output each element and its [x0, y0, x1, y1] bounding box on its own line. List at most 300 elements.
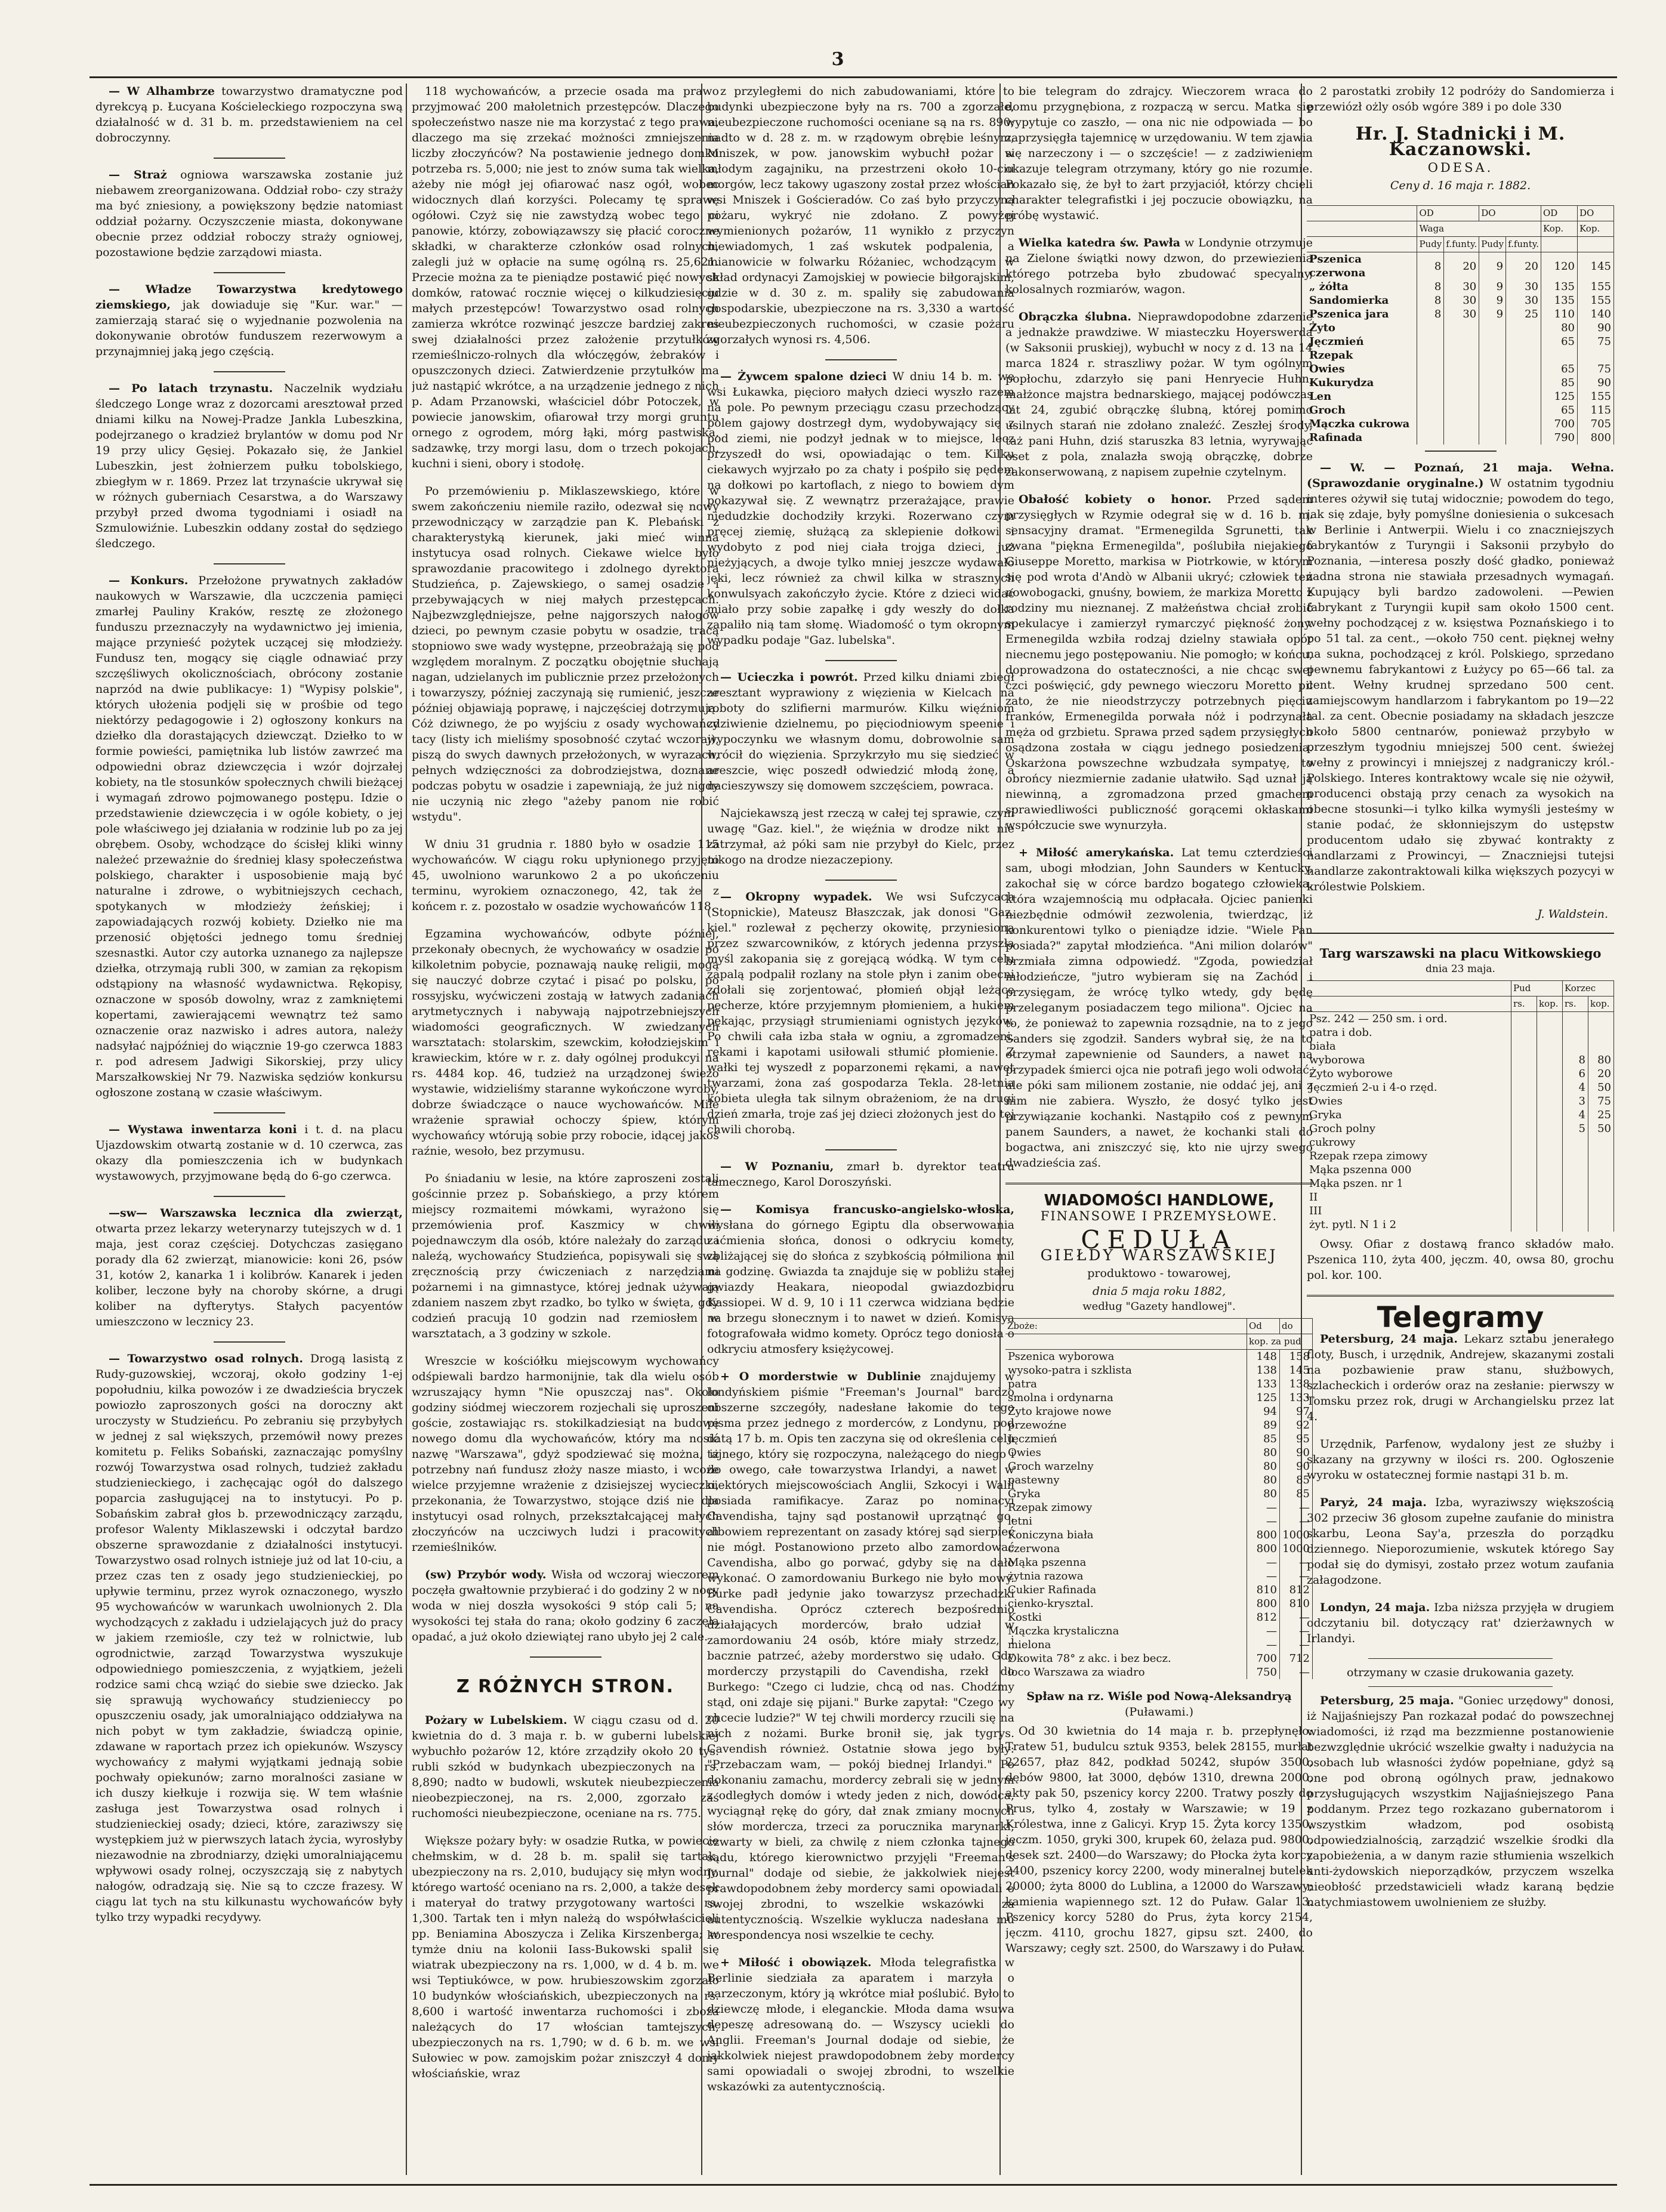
- table-row: [1005, 1363, 1313, 1377]
- table-row: [1307, 1204, 1614, 1218]
- price-cell: [1588, 1012, 1614, 1026]
- price-cell: 8: [1417, 280, 1444, 294]
- price-cell: 20: [1588, 1067, 1614, 1081]
- commodity-name: Cukier Rafinada: [1005, 1583, 1247, 1597]
- price-cell: 705: [1578, 417, 1614, 431]
- commodity-name: Len: [1307, 390, 1417, 403]
- column-header-do: DO: [1479, 206, 1541, 221]
- table-row: [1307, 307, 1614, 321]
- article: Najciekawszą jest rzeczą w całej tej sprawie, czyni uwagę "Gaz. kiel.", że więźnia w drodze nikt nie zatrzymał, aż póki sam nie przybył do Kielc, przez nikogo na drodze niezaczepiony.: [707, 807, 1014, 866]
- commodity-name: wysoko-patra i szklista: [1005, 1363, 1247, 1377]
- price-from: 750: [1247, 1665, 1280, 1679]
- price-to: 812: [1280, 1583, 1313, 1597]
- price-cell: [1506, 390, 1541, 403]
- article: — W Alhambrze towarzystwo dramatyczne pod dyrekcyą p. Łucyana Kościeleckiego rozpoczyna swą działalność w d. 31 b. m. przedstawieniem na cel dobroczynny.: [95, 85, 403, 144]
- price-cell: 5: [1563, 1122, 1588, 1136]
- price-from: 810: [1247, 1583, 1280, 1597]
- odessa-price-table: [1307, 205, 1614, 445]
- price-cell: [1563, 1163, 1588, 1177]
- table-row: [1005, 1665, 1313, 1679]
- article: — W Poznaniu, zmarł b. dyrektor teatru tamecznego, Karol Doroszyński.: [707, 1160, 1014, 1189]
- column-header-blank: [1307, 237, 1417, 252]
- price-cell: [1444, 362, 1479, 376]
- table-row: [1307, 1108, 1614, 1122]
- article-separator: [214, 272, 285, 273]
- column-header-pudy: Pudy: [1417, 237, 1444, 252]
- commodity-name: „ żółta: [1307, 280, 1417, 294]
- column-header-kop-2: Kop.: [1578, 221, 1614, 237]
- price-cell: [1588, 1039, 1614, 1053]
- price-cell: 30: [1506, 294, 1541, 307]
- price-cell: 8: [1417, 252, 1444, 280]
- price-cell: 155: [1578, 390, 1614, 403]
- column-header-from: Od: [1247, 1319, 1280, 1334]
- price-cell: 90: [1578, 321, 1614, 335]
- price-cell: 75: [1578, 362, 1614, 376]
- price-cell: [1578, 348, 1614, 362]
- price-cell: [1537, 1053, 1563, 1067]
- price-cell: 135: [1541, 280, 1578, 294]
- commodity-name: III: [1307, 1204, 1511, 1218]
- commodity-name: Mączka krystaliczna: [1005, 1624, 1247, 1638]
- table-row: [1307, 362, 1614, 376]
- price-cell: 155: [1578, 280, 1614, 294]
- price-cell: 110: [1541, 307, 1578, 321]
- price-cell: [1506, 321, 1541, 335]
- price-cell: 155: [1578, 294, 1614, 307]
- article: Pożary w Lubelskiem. W ciągu czasu od d. 20 kwietnia do d. 3 maja r. b. w guberni lubelskiej wybuchło pożarów 12, które zrządziły około 20 tys. rubli szkód w budynkach ubezpieczonych na rs. 8,890; nadto w budowli, wskutek nieubezpieczenia nieobezpieczonej, na rs. 2,000, zgorzało zaś ruchomości nieubezpieczone, oceniane na rs. 775.: [412, 1714, 719, 1820]
- price-cell: [1563, 1026, 1588, 1039]
- article: Obałość kobiety o honor. Przed sądem przysięgłych w Rzymie odegrał się w d. 16 b. m. sensacyjny dramat. "Ermenegilda Sgrunetti, tak zwana "piękna Ermenegilda", poślubiła niejakiego Giuseppe Moretto, markisa w Piotrkowie, w którym się pod wrota d'Andò w Albanii ukryć; człowiek ten nowobogacki, gnuśny, bowiem, że markiza Moretto z rodziny mu nieznanej. Z małżeństwa chciał zrobić spekulacye i zamierzył rymarczyć piękność żony. Ermenegilda wzbiła rodzaj dzielny stawiała opór niecnemu jego postępowaniu. Nie pomogło; w końcu, doprowadzona do ostateczności, a nie chcąc swej czci poświęcić, gdy pewnego wieczoru Moretto pil zato, że nie nieodstrzyczy potrzebnych pięciu franków, Ermenegilda porwała nóż i podrzynała męża od grzbietu. Sprawa przed sądem przysięgłych osądzona została w ciągu jednego posiedzenia. Oskarżona powszechne wzbudzała sympatyę, to obrońcy niezmiernie zadanie ułatwiło. Sąd uznał ją niewinną, a zgromadzona przed gmachem sprawiedliwości publiczność gorącemi okłaskami współczucie swe wynurzyła.: [1005, 493, 1313, 832]
- price-cell: [1511, 1081, 1537, 1094]
- commodity-name: czerwona: [1005, 1542, 1247, 1556]
- price-to: —: [1280, 1514, 1313, 1528]
- price-cell: 9: [1479, 294, 1506, 307]
- article: —sw— Warszawska lecznica dla zwierząt, otwarta przez lekarzy weterynarzy tutejszych w d. 1 maja, jest coraz częściej. Dotychczas zasięgano porady dla 62 zwierząt, mianowicie: koni 26, psów 31, kotów 2, kanarka 1 i kolibrów. Kanarek i jeden koliber, leczone były na choroby skórne, a drugi koliber na dyfterytys. Stałych pacyentów umieszczono w lecznicy 23.: [95, 1207, 403, 1328]
- bottom-rule: [90, 2184, 1617, 2186]
- price-to: 158: [1280, 1350, 1313, 1364]
- price-cell: [1479, 403, 1506, 417]
- table-row: [1005, 1501, 1313, 1514]
- column-4: [1005, 84, 1313, 2175]
- price-from: 80: [1247, 1446, 1280, 1460]
- price-cell: [1506, 403, 1541, 417]
- price-cell: [1479, 335, 1506, 348]
- price-cell: [1444, 321, 1479, 335]
- price-to: 138: [1280, 1377, 1313, 1391]
- commodity-name: Rafinada: [1307, 431, 1417, 445]
- commodity-name: cienko-krysztal.: [1005, 1597, 1247, 1611]
- price-from: 800: [1247, 1597, 1280, 1611]
- price-from: 80: [1247, 1487, 1280, 1501]
- column-header-blank: [1307, 221, 1417, 237]
- price-cell: [1537, 1081, 1563, 1094]
- commodity-name: Psz. 242 — 250 sm. i ord.: [1307, 1012, 1511, 1026]
- article: — Władze Towarzystwa kredytowego ziemskiego, jak dowiaduje się "Kur. war." — zamierzają starać się o wyjednanie pozwolenia na dokonywanie obrotów funduszem rezerwowym a przynajmniej jaką jego częścią.: [95, 283, 403, 358]
- commodity-name: patra i dob.: [1307, 1026, 1511, 1039]
- price-from: 80: [1247, 1473, 1280, 1487]
- article: — Komisya francusko-angielsko-włoska, wysłana do górnego Egiptu dla obserwowania zaćmienia słońca, donosi o odkryciu komety, zbliżającej się do słońca z szybkością półmiliona mil na godzinę. Gwiazda ta znajduje się w pobliżu stałej gwiazdy Heakara, nieopodal gwiazdozbioru Kassiopei. W d. 9, 10 i 11 czerwca widziana będzie na brzegu słonecznym i to nawet w dzień. Komisya fotografowała widmo komety. Oprócz tego doniosła o odkryciu atmosfery księżycowej.: [707, 1203, 1014, 1356]
- article: Większe pożary były: w osadzie Rutka, w powiecie chełmskim, w d. 28 b. m. spalił się tartak, ubezpieczony na rs. 2,010, budujący się młyn wodny, którego wartość oceniano na rs. 2,000, a także desek i materyał do tratwy przygotowany wartości rs. 1,300. Tartak ten i młyn należą do współwłaścicieli pp. Beniamina Aboszycza i Zelika Kirszenberga; w tymże dniu na kolonii Iass-Bukowski spalił się wiatrak ubezpieczony na rs. 1,000, w d. 4 b. m. we wsi Teptiukówce, w pow. hrubieszowskim zgorzało 10 budynków włościańskich, ubezpieczonych na rs. 8,600 i wartość inwentarza ruchomości i zboża należących do 17 włościan tamtejszych, ubezpieczonych na rs. 1,790; w d. 6 b. m. we wsi Sułowiec w pow. zamojskim pożar zniszczył 4 domy włościańskie, wraz: [412, 1834, 719, 2080]
- price-cell: 25: [1588, 1108, 1614, 1122]
- price-cell: [1511, 1218, 1537, 1232]
- article-separator: [214, 563, 285, 564]
- column-header-od: OD: [1417, 206, 1479, 221]
- article: Egzamina wychowańców, odbyte później, przekonały obecnych, że wychowańcy w osadzie po kilkoletnim pobycie, poznawają naukę religii, mogą się nauczyć dobrze czytać i pisać po polsku, po rossyjsku, wyćwiczeni zostają w łatwych zadaniach arytmetycznych i nabywają najpotrzebniejszych wiadomości geograficznych. W zwiedzanych warsztatach: stolarskim, szewckim, kołodziejskim i krawieckim, które w r. z. dały ogólnej produkcyi na rs. 4484 kop. 46, tudzież na urządzonej świeżo wystawie, widzieliśmy staranne wykończone wyroby, dobrze świadczące o nauce wychowańców. Miłe wrażenie sprawiał ochoczy śpiew, którym wychowańcy wtórują sobie przy robocie, idącej jakoś raźnie, wesoło, bez przymusu.: [412, 927, 719, 1158]
- price-to: —: [1280, 1501, 1313, 1514]
- article: Wielka katedra św. Pawła w Londynie otrzymuje na Zielone świątki nowy dzwon, do przewiezienia którego potrzeba było zbudować specyalny, kolosalnych rozmiarów, wagon.: [1005, 236, 1313, 296]
- price-cell: [1588, 1163, 1614, 1177]
- price-to: 92: [1280, 1418, 1313, 1432]
- price-cell: [1563, 1012, 1588, 1026]
- commodity-name: Gryka: [1005, 1487, 1247, 1501]
- table-row: [1307, 1081, 1614, 1094]
- price-cell: [1479, 390, 1506, 403]
- article: bie telegram do zdrajcy. Wieczorem wraca do domu przygnębiona, z rozpaczą w sercu. Matka się wypytuje co zaszło, — ona nic nie odpowiada — bo zaprzysięgła tajemnicę w urzędowaniu. W tem zjawia się narzeczony i — o szczęście! — z zadziwieniem okazuje telegram otrzymany, który go nie rozumie. Pokazało się, że był to żart przyjaciół, którzy chcieli charakter telegrafistki i jej poczucie obowiązku, na próbę wystawić.: [1005, 85, 1313, 222]
- price-cell: [1511, 1012, 1537, 1026]
- price-cell: [1588, 1190, 1614, 1204]
- price-cell: 125: [1541, 390, 1578, 403]
- price-cell: [1444, 376, 1479, 390]
- price-cell: [1444, 335, 1479, 348]
- price-cell: [1537, 1122, 1563, 1136]
- commodity-name: przewoźne: [1005, 1418, 1247, 1432]
- commodity-name: loco Warszawa za wiadro: [1005, 1665, 1247, 1679]
- table-row: [1307, 335, 1614, 348]
- price-cell: 30: [1506, 280, 1541, 294]
- price-cell: [1511, 1136, 1537, 1149]
- price-cell: 135: [1541, 294, 1578, 307]
- price-cell: 65: [1541, 362, 1578, 376]
- odessa-table-body: [1307, 252, 1614, 445]
- price-cell: 75: [1578, 335, 1614, 348]
- price-from: 800: [1247, 1528, 1280, 1542]
- price-from: 138: [1247, 1363, 1280, 1377]
- table-header-row: [1307, 981, 1614, 997]
- column-header-waga: Waga: [1417, 221, 1541, 237]
- price-cell: [1417, 403, 1444, 417]
- table-row: [1005, 1487, 1313, 1501]
- price-cell: 140: [1578, 307, 1614, 321]
- price-cell: [1479, 362, 1506, 376]
- commodity-name: II: [1307, 1190, 1511, 1204]
- section-rule: [1005, 1183, 1313, 1184]
- article: — Straż ogniowa warszawska zostanie już niebawem zreorganizowana. Oddział robo- czy straży ma być zniesiony, a powiększony będzie natomiast oddział pożarny. Oczyszczenie miasta, dokonywane obecnie przez oddział roboczy straży ogniowej, pozostawione będzie zarządowi miasta.: [95, 168, 403, 259]
- article: + O morderstwie w Dublinie znajdujemy w londyńskiem piśmie "Freeman's Journal" bardzo obszerne szczegóły, nadesłane łakomie do tego pisma przez jednego z morderców, z Londynu, pod datą 17 b. m. Opis ten zaczyna się od określenia celu tajnego, który się rozpoczyna, należącego do niego i do owego, całe towarzystwa Irlandyi, a nawet w niektórych miejscowościach Anglii, Szkocyi i Walii posiada ramifikacye. Zaraz po nominacyi Cavendisha, tajny sąd postanowił uprzątnąć go, albowiem reprezentant on zasady której sąd sierpieć nie mógł. Postanowiono przeto albo zamordować Cavendisha, albo go porwać, gdyby się na dało wykonać. O zamordowaniu Burkego nie było mowy. Burke padł jedynie jako towarzysz przechadzki Cavendisha. Oprócz czterech bezpośrednio działających morderców, brało udział w zamordowaniu 24 osób, które miały strzedz, i bacznie patrzeć, ażeby morderstwo się udało. Gdy morderczy przystąpili do Cavendisha, rzekł do Burkego: "Czego ci ludzie, chcą od nas. Chodźmy stąd, oni zdaje się pijani." Burke zapytał: "Czego wy chcecie ludzie?" W tej chwili mordercy rzucili się na nich z nożami. Burke bronił się, jak tygrys. Cavendish również. Ostatnie słowa jego były: "Przebaczam wam, — pokój biednej Irlandyi." Po dokonaniu zamachu, mordercy zebrali się w jednym z odległych domów i wtedy jeden z nich, dowódca, wyciągnął rękę do góry, dał znak zmiany mocnych słów mordercza, trzeci za porucznika marynarki, czwarty w bieli, za chwilę z niem członka tajnego sądu, którego kierownictwo przyjęli "Freeman's Journal" dodaje od siebie, że jakkolwiek niejest prawdopodobnem żeby mordercy sami opowiadali o swojej zbrodni, to wszelkie wskazówki za autentycznością. Wszelkie wyklucza nadesłana mu korespondencya nosi wszelkie te cechy.: [707, 1370, 1014, 1942]
- commodity-name: Jęczmień: [1005, 1432, 1247, 1446]
- table-row: [1307, 1012, 1614, 1026]
- commodity-name: Żyto wyborowe: [1307, 1067, 1511, 1081]
- price-cell: 80: [1588, 1053, 1614, 1067]
- price-cell: [1537, 1190, 1563, 1204]
- table-header-row: [1307, 206, 1614, 221]
- article: W dniu 31 grudnia r. 1880 było w osadzie 115 wychowańców. W ciągu roku upłynionego przyjęto 45, uwolniono warunkowo 2 a po ukończeniu terminu, wyrokiem oznaczonego, 42, tak że z końcem r. z. pozostało w osadzie wychowańców 118.: [412, 838, 719, 913]
- column-header-to: do: [1280, 1319, 1313, 1334]
- article: + Miłość amerykańska. Lat temu czterdzieści sam, ubogi młodzian, John Saunders w Kentucky, zakochał się w córce bardzo bogatego człowieka, która wzajemnością mu odpłacała. Ojciec panienki niezbędnie odmówił zezwolenia, twierdząc, iż konkurentowi tylko o pieniądze idzie. "Wiele Pan posiada?" zapytał młodzieńca. "Ani milion dolarów" brzmiała zimna odpowiedź. "Zgoda, powiedział młodzieńcze, "jutro wybieram się na Zachód i przysięgam, że wrócę tylko wtedy, gdy będę przeleganym posiadaczem tego miliona". Ojciec na to, że ponieważ to zapewnia rozsądnie, na to z jego Sanders się zgodził. Sanders wybrał się, że na to otrzymał zapewnienie od Saunders, a nawet na przypadek śmierci ojca nie potrafi jego woli odwołać, ale póki sam milionem zostanie, nie oddać jej, ani z nim nie zabiera. Wyszło, że dosyć tylko jest przywiązanie kochanki. Nastąpiło coś z pewnym panem Saunders, a nawet, że kochanki stali do bogactwa, ani zniszczyć się, kto nie ujrzy swego dwadzieścia zaś.: [1005, 846, 1313, 1170]
- table-row: [1307, 1026, 1614, 1039]
- price-cell: 85: [1541, 376, 1578, 390]
- price-to: —: [1280, 1611, 1313, 1624]
- top-rule: [90, 76, 1617, 78]
- price-cell: 30: [1444, 280, 1479, 294]
- table-row: [1307, 321, 1614, 335]
- price-cell: [1506, 431, 1541, 445]
- article: Obrączka ślubna. Nieprawdopodobne zdarzenie a jednakże prawdziwe. W miasteczku Hoyerswerda (w Saksonii pruskiej), wybuchł w nocy z d. 13 na 14 marca 1824 r. straszliwy pożar. W tym ogólnym popłochu, zdarzyło się pani Henryecie Huhn, małżonce majstra bednarskiego, mającej podówczas lat 24, zgubić obrączkę ślubną, której pomimo usilnych starań nie zdołano znaleźć. Zeszłej środy, taż pani Huhn, dziś staruszka 83 letnia, wyrywając oset z pola, znalazła swoją obrączkę, dobrze zakonserwowaną, z napisem zupełnie czytelnym.: [1005, 310, 1313, 479]
- table-row: [1307, 1190, 1614, 1204]
- price-from: 89: [1247, 1418, 1280, 1432]
- commodity-name: Koniczyna biała: [1005, 1528, 1247, 1542]
- price-cell: 6: [1563, 1067, 1588, 1081]
- table-row: [1005, 1638, 1313, 1652]
- commodity-name: Mączka cukrowa: [1307, 417, 1417, 431]
- price-cell: 8: [1417, 307, 1444, 321]
- price-to: 90: [1280, 1446, 1313, 1460]
- price-to: 1000: [1280, 1528, 1313, 1542]
- table-row: [1307, 1039, 1614, 1053]
- dealer-box: [1307, 124, 1614, 193]
- article-separator: [825, 359, 897, 360]
- price-cell: [1444, 403, 1479, 417]
- column-header-blank: [1578, 237, 1614, 252]
- price-cell: [1417, 431, 1444, 445]
- price-cell: [1537, 1218, 1563, 1232]
- price-cell: [1563, 1177, 1588, 1190]
- telegram: Londyn, 24 maja. Izba niższa przyjęła w drugiem odczytaniu bil. dotyczący rat' dzierżawnych w Irlandyi.: [1307, 1601, 1614, 1645]
- price-cell: [1511, 1053, 1537, 1067]
- price-from: 812: [1247, 1611, 1280, 1624]
- price-cell: [1541, 348, 1578, 362]
- commodity-name: Żyto krajowe nowe: [1005, 1405, 1247, 1418]
- article-separator: [1368, 1686, 1553, 1687]
- article-separator: [214, 1341, 285, 1343]
- table-row: [1307, 390, 1614, 403]
- price-cell: [1537, 1108, 1563, 1122]
- column-header-blank: [1307, 206, 1417, 221]
- price-cell: [1417, 362, 1444, 376]
- price-cell: 50: [1588, 1122, 1614, 1136]
- price-cell: 4: [1563, 1081, 1588, 1094]
- price-from: 85: [1247, 1432, 1280, 1446]
- column-header-kop-2: kop.: [1588, 997, 1614, 1012]
- price-cell: [1506, 362, 1541, 376]
- article: (sw) Przybór wody. Wisła od wczoraj wieczorem poczęła gwałtownie przybierać i do godziny 2 w nocy woda w niej doszła wysokości 9 stóp cali 5; na wysokości tej stała do rana; około godziny 6 zaczęła opadać, a już około dziewiątej rano ubyło jej 2 cale.: [412, 1568, 719, 1643]
- telegram: Petersburg, 25 maja. "Goniec urzędowy" donosi, iż Najjaśniejszy Pan rozkazał podać do powszechnej wiadomości, iż rząd ma bezzmienne postanowienie bezwzględnie ukrócić wszelkie gwałty i nadużycia na osobach lub własności żydów popełniane, gdyż są one pod obroną ogólnych praw, jednakowo przysługujących wszystkim Najjaśniejszego Pana poddanym. Przez tego rozkazano gubernatorom i wszystkim władzom, pod osobistą odpowiedzialnością, zarządzić wszelkie środki dla zapobieżenia, a w danym razie stłumienia wszelkich anti-żydowskich nieporządków, przyczem wszelka nieobłość przedstawicieli władz karaną będzie natychmiastowem uwolnieniem ze służby.: [1307, 1694, 1614, 1909]
- column-3: [707, 84, 1014, 2175]
- price-cell: [1506, 376, 1541, 390]
- price-cell: [1588, 1149, 1614, 1163]
- article-separator: [214, 1196, 285, 1197]
- price-from: —: [1247, 1501, 1280, 1514]
- article: — W. — Poznań, 21 maja. Wełna. (Sprawozdanie oryginalne.) W ostatnim tygodniu interes ożywił się tutaj widocznie; powodem do tego, jak się zdaje, były pomyślne doniesienia o sukcesach w Berlinie i Antwerpii. Wielu i co znaczniejszych fabrykantów z Turyngii i Saksonii przybyło do Poznania, —interesa poszły dość gładko, ponieważ żadna strona nie stawiała przesadnych wymagań. Kupujący byli bardzo zadowoleni. —Pewien fabrykant z Turyngii kupił sam około 1500 cent. wełny pochodzącej z w. księstwa Poznańskiego i to po 51 tal. za cent., —około 750 cent. pięknej wełny na sukna, pochodzącej z król. Polskiego, sprzedano pewnemu fabrykantowi z Łużycy po 65—66 tal. za cent. Wełny krudnej sprzedano 500 cent. zamiejscowym handlarzom i fabrykantom po 19—22 tal. za cent. Obecnie posiadamy na składach jeszcze około 5800 centnarów, ponieważ przybyło w przeszłym tygodniu mniejszej 500 cent. świeżej wełny z prowincyi i mniejszej z nadgraniczy król.-Polskiego. Interes kontraktowy wcale się nie ożywił, producenci obstają przy cenach za wysokich na obecne stosunki—i tylko kilka wymyśli jesteśmy w stanie podać, że skłonniejszym do ustępstw producentom udało się zbywać kontrakty z handlarzami z Prowincyi, — Znaczniejsi tutejsi handlarze zakontraktowali kilka większych pozycyi w królestwie Polskiem.: [1307, 461, 1614, 893]
- exchange-subheading: produktowo - towarowej,: [1087, 1267, 1231, 1280]
- table-row: [1307, 1177, 1614, 1190]
- price-cell: 700: [1541, 417, 1578, 431]
- price-cell: 3: [1563, 1094, 1588, 1108]
- price-cell: [1537, 1163, 1563, 1177]
- article: Po przemówieniu p. Miklaszewskiego, które w swem zakończeniu niemile raziło, odezwał się nowy przewodniczący w zarządzie pan K. Plebański z charakterystyką kierunek, jaki mieć winna instytucya osad rolnych. Ciekawe wielce było sprawozdanie pracowitego i zdolnego dyrektora Studzieńca, p. Zajewskiego, o samej osadzie i przebywających w niej małych przestępcach. Najbezwzględniejsze, pełne najgorszych nałogów dzieci, po pewnym czasie pobytu w osadzie, tracą stopniowo swe wady występne, przeobrażają się pod względem moralnym. Z początku obojętnie słuchają nagan, udzielanych im publicznie przez przełożonych i towarzyszy, później zaczynają się rumienić, jeszcze później objawiają poprawę, i najczęściej dotrzymują. Cóż dziwnego, że po wyjściu z osady wychowańcy tacy (listy ich mieliśmy sposobność czytać wczoraj), piszą do swych dawnych przełożonych, w wyrazach, pełnych wdzięczności za dobrodziejstwa, doznane podczas pobytu w osadzie i zapewniają, że już nigdy nie uczynią nic złego "ażeby panom nie robić wstydu".: [412, 485, 719, 823]
- article: z przyległemi do nich zabudowaniami, które to budynki ubezpieczone były na rs. 700 a zgorzałe, nieubezpieczone ruchomości oceniane są na rs. 890; nadto w d. 28 z. m. w rządowym obrębie leśnym, Mniszek, w pow. janowskim wybuchł pożar w młodym zagajniku, na przestrzeni około 10-ciu morgów, lecz takowy ugaszony został przez włościan wsi Mniszek i Gościeradów. Co zaś było przyczyną pożaru, wykryć nie zdołano. Z powyżej wymienionych pożarów, 11 wynikło z przyczyn niewiadomych, 1 zaś wskutek podpalenia, a mianowicie w folwarku Różaniec, wchodzącym w skład ordynacyi Zamojskiej w powiecie biłgorajskim, gdzie w d. 30 z. m. spaliły się zabudowania gospodarskie, ubezpieczone na rs. 3,330 a wartość nieubezpieczonych ruchomości, w czasie pożaru zgorzałych wynosi rs. 4,506.: [707, 85, 1014, 346]
- telegram: Urzędnik, Parfenow, wydalony jest ze służby i skazany na grzywny w ilości rs. 200. Ogłoszenie wyroku w ostatecznej formie nastąpi 31 b. m.: [1307, 1437, 1614, 1482]
- article: — Okropny wypadek. We wsi Sufczycach (Stopnickie), Mateusz Błaszczak, jak donosi "Gaz. kiel." rozlewał z pęcherzy okowitę, przyniesioną przez szwarcowników, z których jedenna przyszła myśl zakopania się z gorejącą wódką. W tym celu zapalą podpalił rozlany na stole płyn i zanim obecni zdołali się zorjentować, płomień objął leżące pęcherze, które przyjemnym płomieniem, a hukiem pękając, przysiągł strumieniami ognistych języków. Po chwili cała izba stała w ogniu, a zgromadzeni, rękami i kapotami usiłowali stłumić płomienie. Z wałki tej wyszedł z poparzonemi rękami, a nawet twarzami, żona zaś gospodarza Tekla. 28-letnia kobieta uległa tak silnym obrażeniom, że na drugi dzień zmarła, troje zaś jej dzieci złożonych jest do tej chwili chorobą.: [707, 890, 1014, 1136]
- article-separator: [214, 1112, 285, 1113]
- commodity-name: Żyto: [1307, 321, 1417, 335]
- table-row: [1307, 280, 1614, 294]
- price-cell: 20: [1506, 252, 1541, 280]
- article: Wreszcie w kościółku miejscowym wychowańcy odśpiewali bardzo harmonijnie, tak dla wielu osób wzruszający hymn "Nie opuszczaj nas". Około godziny siódmej wieczorem rozjechali się uproszeni goście, zostawiając rs. stokilkadziesiąt na budowę nowego domu dla wychowańców, który ma nosić nazwę "Warszawa", gdyż spodziewać się można, iż potrzebny nań fundusz złoży nasze miasto, i wcoże wielce przyjemne wrażenie z dzisiejszej wycieczki, przekonania, że Towarzystwo, stojące dziś nie dla instytucyi osad rolnych, przekształcającej małych złoczyńców na uczciwych ludzi i pracowitych rzemieślników.: [412, 1355, 719, 1554]
- section-heading: Z RÓŻNYCH STRON.: [456, 1676, 675, 1697]
- commodity-name: mielona: [1005, 1638, 1247, 1652]
- dealer-name: Hr. J. Stadnicki i M. Kaczanowski.: [1355, 124, 1566, 160]
- price-cell: [1563, 1218, 1588, 1232]
- price-from: —: [1247, 1569, 1280, 1583]
- article: — Po latach trzynastu. Naczelnik wydziału śledczego Longe wraz z dozorcami aresztował przed dniami kilku na Nowej-Pradze Jankla Lubeszkina, podejrzanego o kradzież brylantów w domu pod Nr 19 przy ulicy Gęsiej. Pokazało się, że Jankiel Lubeszkin, jest żołnierzem pułku tobolskiego, zbiegłym w r. 1869. Przez lat trzynaście ukrywał się w różnych guberniach Cesarstwa, a do Warszawy przybył przed dwoma tygodniami i osiadł na Szmulowiźnie. Lubeszkin oddany został do sędziego śledczego.: [95, 382, 403, 550]
- price-cell: [1417, 348, 1444, 362]
- price-cell: [1537, 1039, 1563, 1053]
- commodity-name: Owies: [1307, 362, 1417, 376]
- table-row: [1005, 1473, 1313, 1487]
- price-cell: [1537, 1136, 1563, 1149]
- telegram: Paryż, 24 maja. Izba, wyraziwszy większością 302 przeciw 36 głosom zupełne zaufanie do ministra skarbu, Leona Say'a, przeszła do porządku dziennego. Nieporozumienie, wskutek którego Say podał się do dymisyi, zostało przez wotum zaufania załagodzone.: [1307, 1496, 1614, 1587]
- commodity-name: biała: [1307, 1039, 1511, 1053]
- price-to: 712: [1280, 1652, 1313, 1665]
- exchange-price-table: [1005, 1318, 1313, 1679]
- price-cell: [1563, 1190, 1588, 1204]
- commodity-name: cukrowy: [1307, 1136, 1511, 1149]
- table-row: [1307, 1136, 1614, 1149]
- price-from: 148: [1247, 1350, 1280, 1364]
- column-header-blank: [1307, 997, 1511, 1012]
- commodity-name: Okowita 78° z akc. i bez becz.: [1005, 1652, 1247, 1665]
- commercial-news-heading: WIADOMOŚCI HANDLOWE,: [1044, 1192, 1275, 1210]
- column-5: [1307, 84, 1614, 2175]
- commodity-name: letni: [1005, 1514, 1247, 1528]
- market-date: dnia 23 maja.: [1426, 963, 1495, 975]
- price-cell: 25: [1506, 307, 1541, 321]
- table-header-row: [1307, 221, 1614, 237]
- price-cell: [1506, 335, 1541, 348]
- grain-head: Zboże:: [1005, 1319, 1247, 1334]
- price-cell: [1511, 1177, 1537, 1190]
- table-row: [1005, 1350, 1313, 1364]
- table-row: [1005, 1377, 1313, 1391]
- price-cell: 145: [1578, 252, 1614, 280]
- price-cell: [1588, 1136, 1614, 1149]
- price-to: 97: [1280, 1405, 1313, 1418]
- commodity-name: żyt. pytl. N 1 i 2: [1307, 1218, 1511, 1232]
- price-to: 85: [1280, 1473, 1313, 1487]
- table-row: [1005, 1528, 1313, 1542]
- table-row: [1005, 1405, 1313, 1418]
- column-header-do-2: DO: [1578, 206, 1614, 221]
- price-to: —: [1280, 1556, 1313, 1569]
- article-separator: [214, 158, 285, 159]
- table-row: [1005, 1611, 1313, 1624]
- price-cell: 20: [1444, 252, 1479, 280]
- telegrams-heading: Telegramy: [1377, 1301, 1544, 1334]
- market-price-table: [1307, 980, 1614, 1232]
- price-to: 133: [1280, 1391, 1313, 1405]
- price-cell: 80: [1541, 321, 1578, 335]
- price-from: —: [1247, 1624, 1280, 1638]
- exchange-source: według "Gazety handlowej".: [1082, 1300, 1236, 1313]
- exchange-heading: GIEŁDY WARSZAWSKIEJ: [1040, 1247, 1278, 1264]
- article-separator: [825, 880, 897, 881]
- page-number: 3: [831, 49, 844, 70]
- table-row: [1307, 1053, 1614, 1067]
- price-cell: [1588, 1177, 1614, 1190]
- table-row: [1307, 252, 1614, 280]
- commodity-name: Pszenica czerwona: [1307, 252, 1417, 280]
- article: 2 parostatki zrobiły 12 podróży do Sandomierza i przewiózł ożly osób wgóre 389 i po dole 330: [1307, 85, 1614, 113]
- article: + Miłość i obowiązek. Młoda telegrafistka w Berlinie siedziała za aparatem i marzyła o narzeczonym, który ją wkrótce miał poślubić. Było to dziewczę młode, i eleganckie. Młoda dama wsuwa depeszę adresowaną do. — Wszyscy uciekli do Anglii. Freeman's Journal dodaje od siebie, że jakkolwiek niejest prawdopodobnem żeby mordercy sami opowiadali o swojej zbrodni, to wszelkie wskazówki za autentycznością.: [707, 1956, 1014, 2093]
- price-cell: [1444, 390, 1479, 403]
- table-header-row: [1307, 997, 1614, 1012]
- exchange-table-body: [1005, 1350, 1313, 1680]
- table-row: [1005, 1542, 1313, 1556]
- table-header-row: [1307, 237, 1614, 252]
- column-header-blank: [1307, 981, 1511, 997]
- table-row: [1005, 1514, 1313, 1528]
- commodity-name: Groch warzelny: [1005, 1460, 1247, 1473]
- article-separator: [1368, 1658, 1553, 1659]
- table-row: [1005, 1652, 1313, 1665]
- dealer-city: ODESA.: [1427, 161, 1494, 175]
- commodity-name: Jęczmień: [1307, 335, 1417, 348]
- article: Po śniadaniu w lesie, na które zaproszeni zostali gościnnie przez p. Sobańskiego, a przy którem miejscy rozmaitemi mówkami, wyrażono się przemówienia prof. Kaszmicy w chwili pojednawczym dla osób, które należały do zarządu i naleźą, wychowańcy Studzieńca, popisywali się swą zręcznością przy ćwiczeniach z narzędziami pożarnemi i na gimnastyce, której jednak używają zdaniem naszem zbyt rzadko, bo tylko w święta, gdy codzień pracują 10 godzin nad rzemiosłem w warsztatach, a 3 godziny w szkole.: [412, 1172, 719, 1340]
- price-cell: 8: [1563, 1053, 1588, 1067]
- raft-subheading: (Puławami.): [1124, 1705, 1194, 1719]
- table-row: [1005, 1418, 1313, 1432]
- commodity-name: patra: [1005, 1377, 1247, 1391]
- price-cell: [1537, 1149, 1563, 1163]
- price-cell: 9: [1479, 280, 1506, 294]
- price-cell: [1511, 1190, 1537, 1204]
- price-cell: [1511, 1094, 1537, 1108]
- price-cell: [1417, 417, 1444, 431]
- price-cell: [1417, 376, 1444, 390]
- price-cell: 75: [1588, 1094, 1614, 1108]
- commercial-news-subheading: FINANSOWE I PRZEMYSŁOWE.: [1040, 1209, 1278, 1223]
- price-cell: [1417, 390, 1444, 403]
- commodity-name: Mąka pszen. nr 1: [1307, 1177, 1511, 1190]
- commodity-name: pastewny: [1005, 1473, 1247, 1487]
- article-separator: [825, 660, 897, 661]
- price-cell: [1444, 417, 1479, 431]
- price-cell: [1444, 348, 1479, 362]
- table-row: [1307, 403, 1614, 417]
- table-row: [1307, 1067, 1614, 1081]
- table-row: [1005, 1569, 1313, 1583]
- price-to: 90: [1280, 1460, 1313, 1473]
- price-cell: [1506, 348, 1541, 362]
- table-row: [1307, 417, 1614, 431]
- price-cell: [1511, 1026, 1537, 1039]
- commodity-name: Pszenica wyborowa: [1005, 1350, 1247, 1364]
- price-from: 800: [1247, 1542, 1280, 1556]
- table-row: [1005, 1597, 1313, 1611]
- price-cell: [1479, 348, 1506, 362]
- article: — Towarzystwo osad rolnych. Drogą lasistą z Rudy-guzowskiej, wczoraj, około godziny 1-ej popołudniu, kilka powozów i ze dwadzieścia bryczek powiozło zaproszonych gości na doroczny akt uroczysty w Studzieńcu. Po zebraniu się przybyłych w jednej z sal większych, przemówił nowy prezes komitetu p. Feliks Sobański, zaznaczając pomyślny rozwój Towarzystwa osad rolnych, tudzież zakładu studzienieckiego, i zachęcając ogół do dalszego poparcia zasługującej na to instytucyi. Po p. Sobańskim zabrał głos b. przewodniczący zarządu, profesor Walenty Miklaszewski i odczytał bardzo obszerne sprawozdanie z działalności instytucyi. Towarzystwo osad rolnych istnieje już od lat 10-ciu, a przez czas ten z osady jego studzienieckiej, po upływie terminu, przez wyrok oznaczonego, wyszło 95 wychowańców w warunkach uwolnionych 2. Dla wychodzących z zakładu i udzielających już do pracy w jakiem rzemiośle, czy też w rolnictwie, lub ogrodnictwie, zarząd Towarzystwa wyszukuje odpowiedniego pomieszczenia, z wyjątkiem, jeżeli rodzice sami chcą wziąć do siebie swe dziecko. Jak się sprawują wychowańcy studzienieccy po opuszczeniu osady, jak umoralniająco oddziaływa na nich pobyt w tym zakładzie, świadczą opinie, zdawane w raportach przez ich opiekunów. Wszyscy wychowańcy z małymi wyjątkami jednają sobie pochwały opiekunów; zarno moralności zasiane w ich duszy kiełkuje i rozwija się. W tem właśnie zasługa jest Towarzystwa osad rolnych i studzienieckiej osady; dzieci, które, zaraziwszy się występkiem już w pierwszych latach życia, wyrosłyby niezawodnie na zbrodniarzy, dzięki umoralniającemu wpływowi osady rolnej, oczyszczają się z nabytych nałogów, odradzają się. Nie są to czcze frazesy. W ciągu lat tych na stu kilkunastu wychowańców były tylko trzy wypadki recydywy.: [95, 1352, 403, 1924]
- table-row: [1307, 1094, 1614, 1108]
- table-row: [1307, 1122, 1614, 1136]
- article: — Żywcem spalone dzieci W dniu 14 b. m. we wsi Łukawka, pięcioro małych dzieci wyszło razem na pole. Po pewnym przeciągu czasu przechodzący polem gajowy dostrzegł dym, wydobywający się z pod ziemi, nie podzył jednak w to miejsce, lecz przyszedł do wsi, opowiadając o tem. Kilku ciekawych wyjrzało po za chaty i pośpiło się pędem na dołkowi po kartoflach, z niego to bowiem dym pokazywał się. Z wewnątrz przerażające, prawie niedudzkie dochodziły krzyki. Rozerwano czym pręcej ziemię, służącą za sklepienie dołkowi i wydobyto z pod niej ciała trojga dzieci, już nieżyjących, a dwoje tylko mniej jeszcze wydawało jęki, lecz również za chwil kilka w strasznych konwulsyach zakończyło życie. Które z dzieci widać miało przy sobie zapałkę i gdy weszły do dołka zapaliło nią tam słomę. Wiadomość o tym okropnym wypadku podaje "Gaz. lubelska".: [707, 370, 1014, 647]
- column-header-rs: rs.: [1511, 997, 1537, 1012]
- table-row: [1005, 1624, 1313, 1638]
- commodity-name: Groch polny: [1307, 1122, 1511, 1136]
- column-header-kop: Kop.: [1541, 221, 1578, 237]
- price-cell: 800: [1578, 431, 1614, 445]
- column-2: [412, 84, 719, 2175]
